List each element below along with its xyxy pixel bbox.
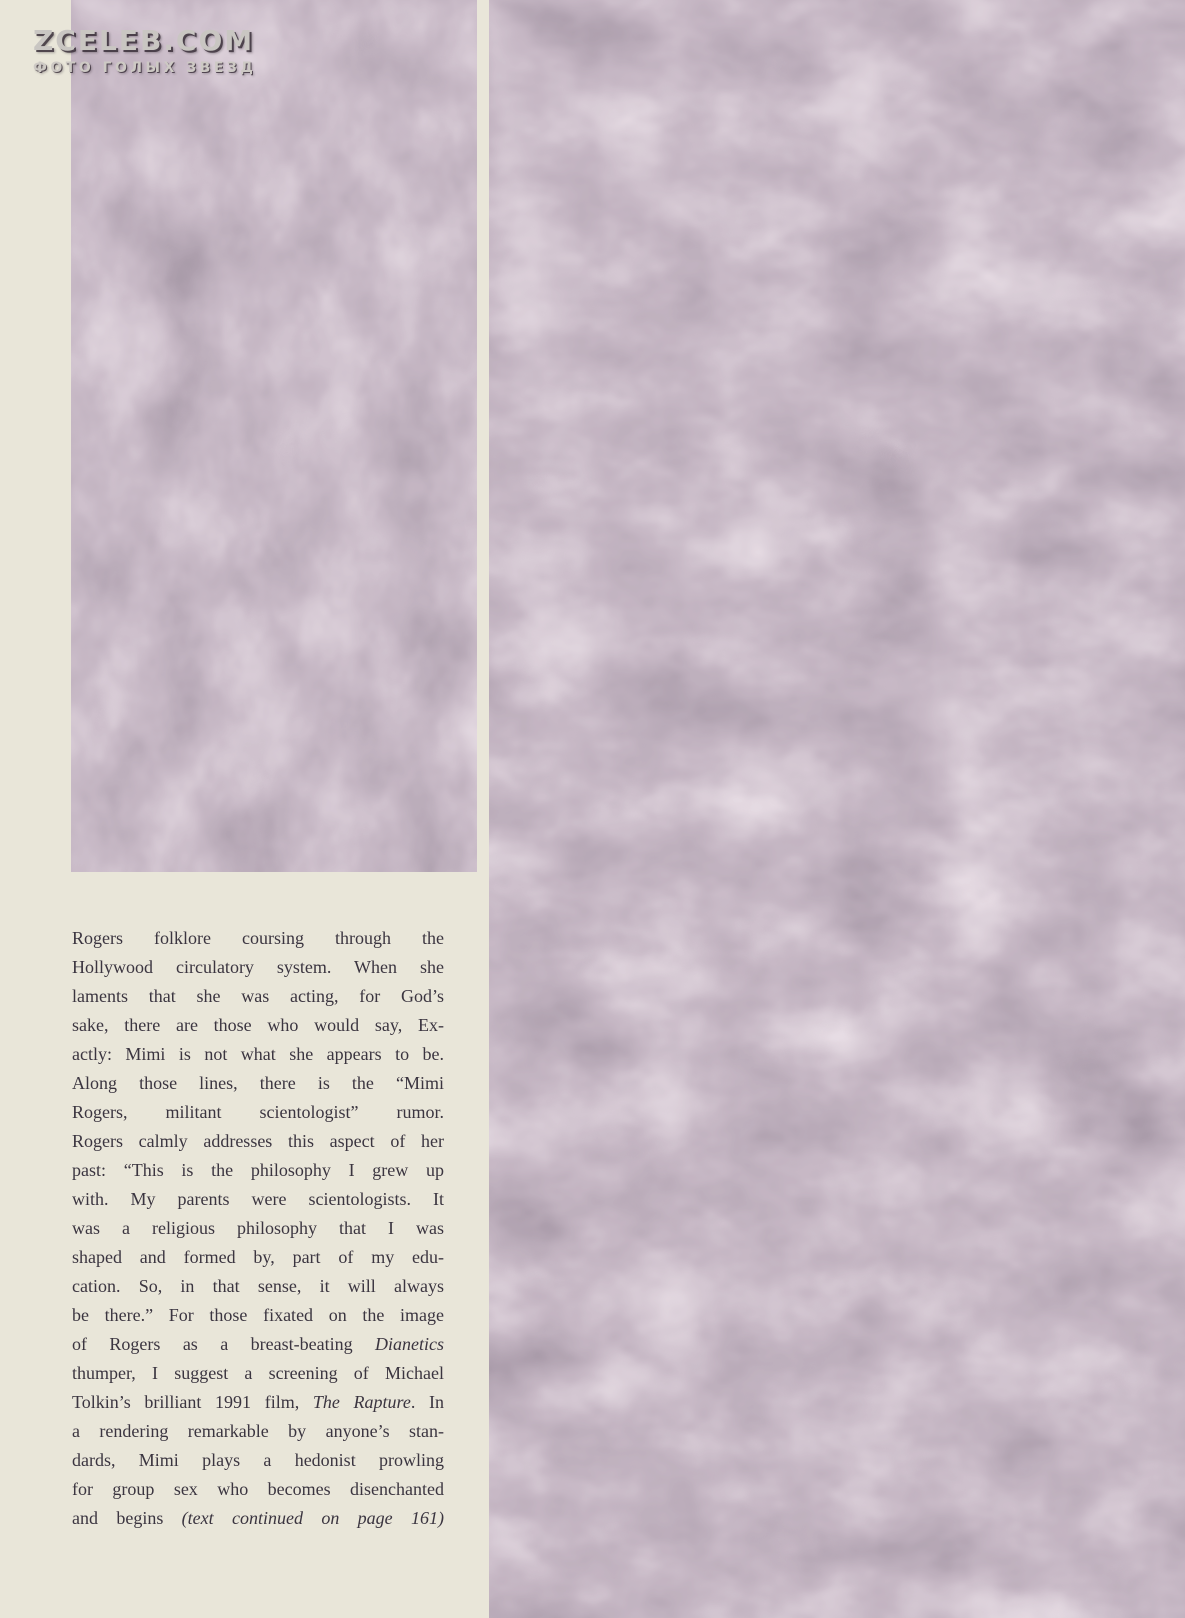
article-text xyxy=(72,924,444,1533)
watermark-tagline-text: ФОТО ГОЛЫХ ЗВЕЗД xyxy=(33,60,257,76)
article-line: Rogers calmly addresses this aspect of her xyxy=(72,1131,444,1151)
water-texture-left xyxy=(71,0,477,872)
article-line: sake, there are those who would say, Ex- xyxy=(72,1015,444,1035)
article-line: past: “This is the philosophy I grew up xyxy=(72,1160,444,1180)
article-line: be there.” For those fixated on the image xyxy=(72,1305,444,1325)
article-line: Rogers folklore coursing through the xyxy=(72,928,444,948)
water-texture-right xyxy=(489,0,1185,1618)
article-line: a rendering remarkable by anyone’s stan- xyxy=(72,1421,444,1441)
article-line: Rogers, militant scientologist” rumor. xyxy=(72,1102,444,1122)
article-line: dards, Mimi plays a hedonist prowling xyxy=(72,1450,444,1470)
watermark-site-text: ZCELEB.COM xyxy=(33,24,255,57)
photo-left-pool-water xyxy=(71,0,477,872)
article-line: thumper, I suggest a screening of Michael xyxy=(72,1363,444,1383)
photo-right-pool-water xyxy=(489,0,1185,1618)
article-line: actly: Mimi is not what she appears to be. xyxy=(72,1044,444,1064)
article-line: was a religious philosophy that I was xyxy=(72,1218,444,1238)
article-line: Hollywood circulatory system. When she xyxy=(72,957,444,977)
article-line: Tolkin’s brilliant 1991 film, The Rapture. In xyxy=(72,1392,444,1412)
article-line: and begins (text continued on page 161) xyxy=(72,1508,444,1528)
article-line: shaped and formed by, part of my edu- xyxy=(72,1247,444,1267)
article-line: with. My parents were scientologists. It xyxy=(72,1189,444,1209)
article-line: cation. So, in that sense, it will always xyxy=(72,1276,444,1296)
article-line: for group sex who becomes disenchanted xyxy=(72,1479,444,1499)
article-line: of Rogers as a breast-beating Dianetics xyxy=(72,1334,444,1354)
article-line: laments that she was acting, for God’s xyxy=(72,986,444,1006)
article-line: Along those lines, there is the “Mimi xyxy=(72,1073,444,1093)
